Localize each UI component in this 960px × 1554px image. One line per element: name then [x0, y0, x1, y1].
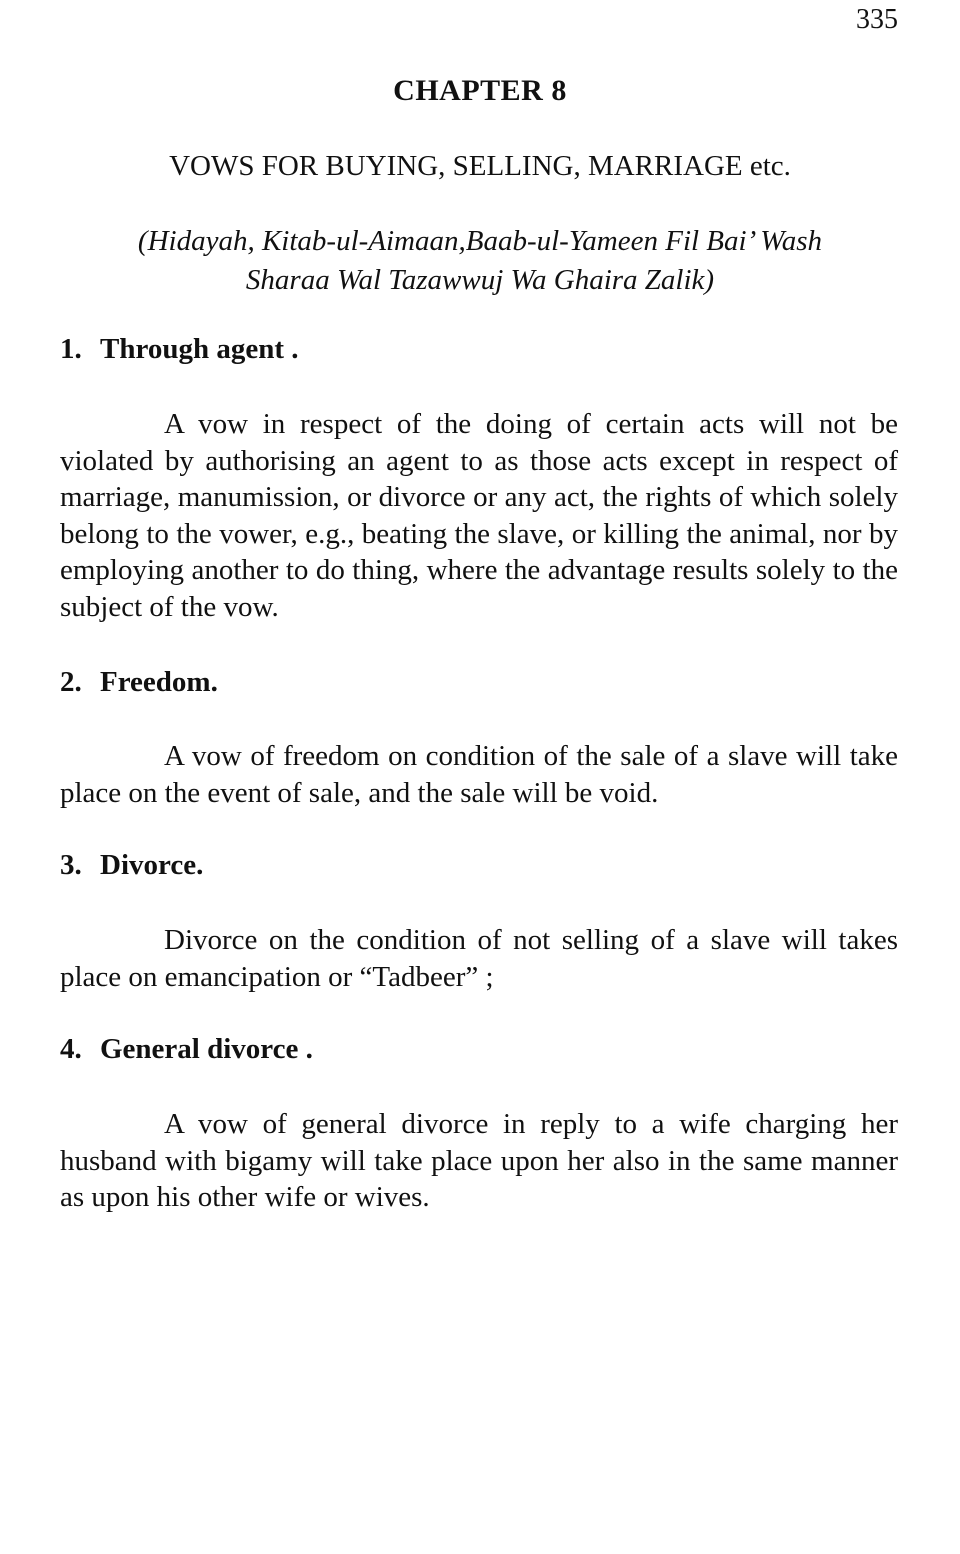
- section-title: Freedom.: [100, 666, 218, 698]
- page-number: 335: [856, 4, 898, 35]
- section-title: Through agent .: [100, 333, 299, 365]
- section-heading: [60, 333, 298, 366]
- section-title: Divorce.: [100, 849, 204, 881]
- section-number: 4.: [60, 1033, 82, 1065]
- section-paragraph: A vow of freedom on condition of the sale of a slave will take place on the event of sale, and the sale will be void.: [60, 740, 898, 809]
- section-paragraph: A vow of general divorce in reply to a wife charging her husband with bigamy will take place upon her also in the same manner as upon his other wife or wives.: [60, 1108, 898, 1214]
- reference-line-2: Sharaa Wal Tazawwuj Wa Ghaira Zalik): [245, 264, 715, 296]
- reference-line-1: (Hidayah, Kitab-ul-Aimaan,Baab-ul-Yameen Fil Bai’ Wash: [137, 225, 823, 257]
- section-number: 2.: [60, 666, 82, 698]
- section-heading: [60, 666, 218, 699]
- section-title: General divorce .: [100, 1033, 313, 1065]
- section-heading: [60, 1033, 313, 1066]
- chapter-title: CHAPTER 8: [393, 74, 567, 107]
- chapter-subtitle: VOWS FOR BUYING, SELLING, MARRIAGE etc.: [169, 150, 791, 182]
- section-paragraph: A vow in respect of the doing of certain acts will not be violated by authorising an agent to as those acts except in respect of marriage, manumission, or divorce or any act, the rights of which solely belong to the vower, e.g., beating the slave, or killing the animal, nor by employing another to do thing, where the advantage results solely to the subject of the vow.: [60, 408, 898, 623]
- section-paragraph: Divorce on the condition of not selling of a slave will takes place on emancipation or “Tadbeer” ;: [60, 924, 898, 993]
- section-heading: [60, 849, 203, 882]
- reference-citation: [60, 222, 900, 300]
- section-number: 1.: [60, 333, 82, 365]
- section-number: 3.: [60, 849, 82, 881]
